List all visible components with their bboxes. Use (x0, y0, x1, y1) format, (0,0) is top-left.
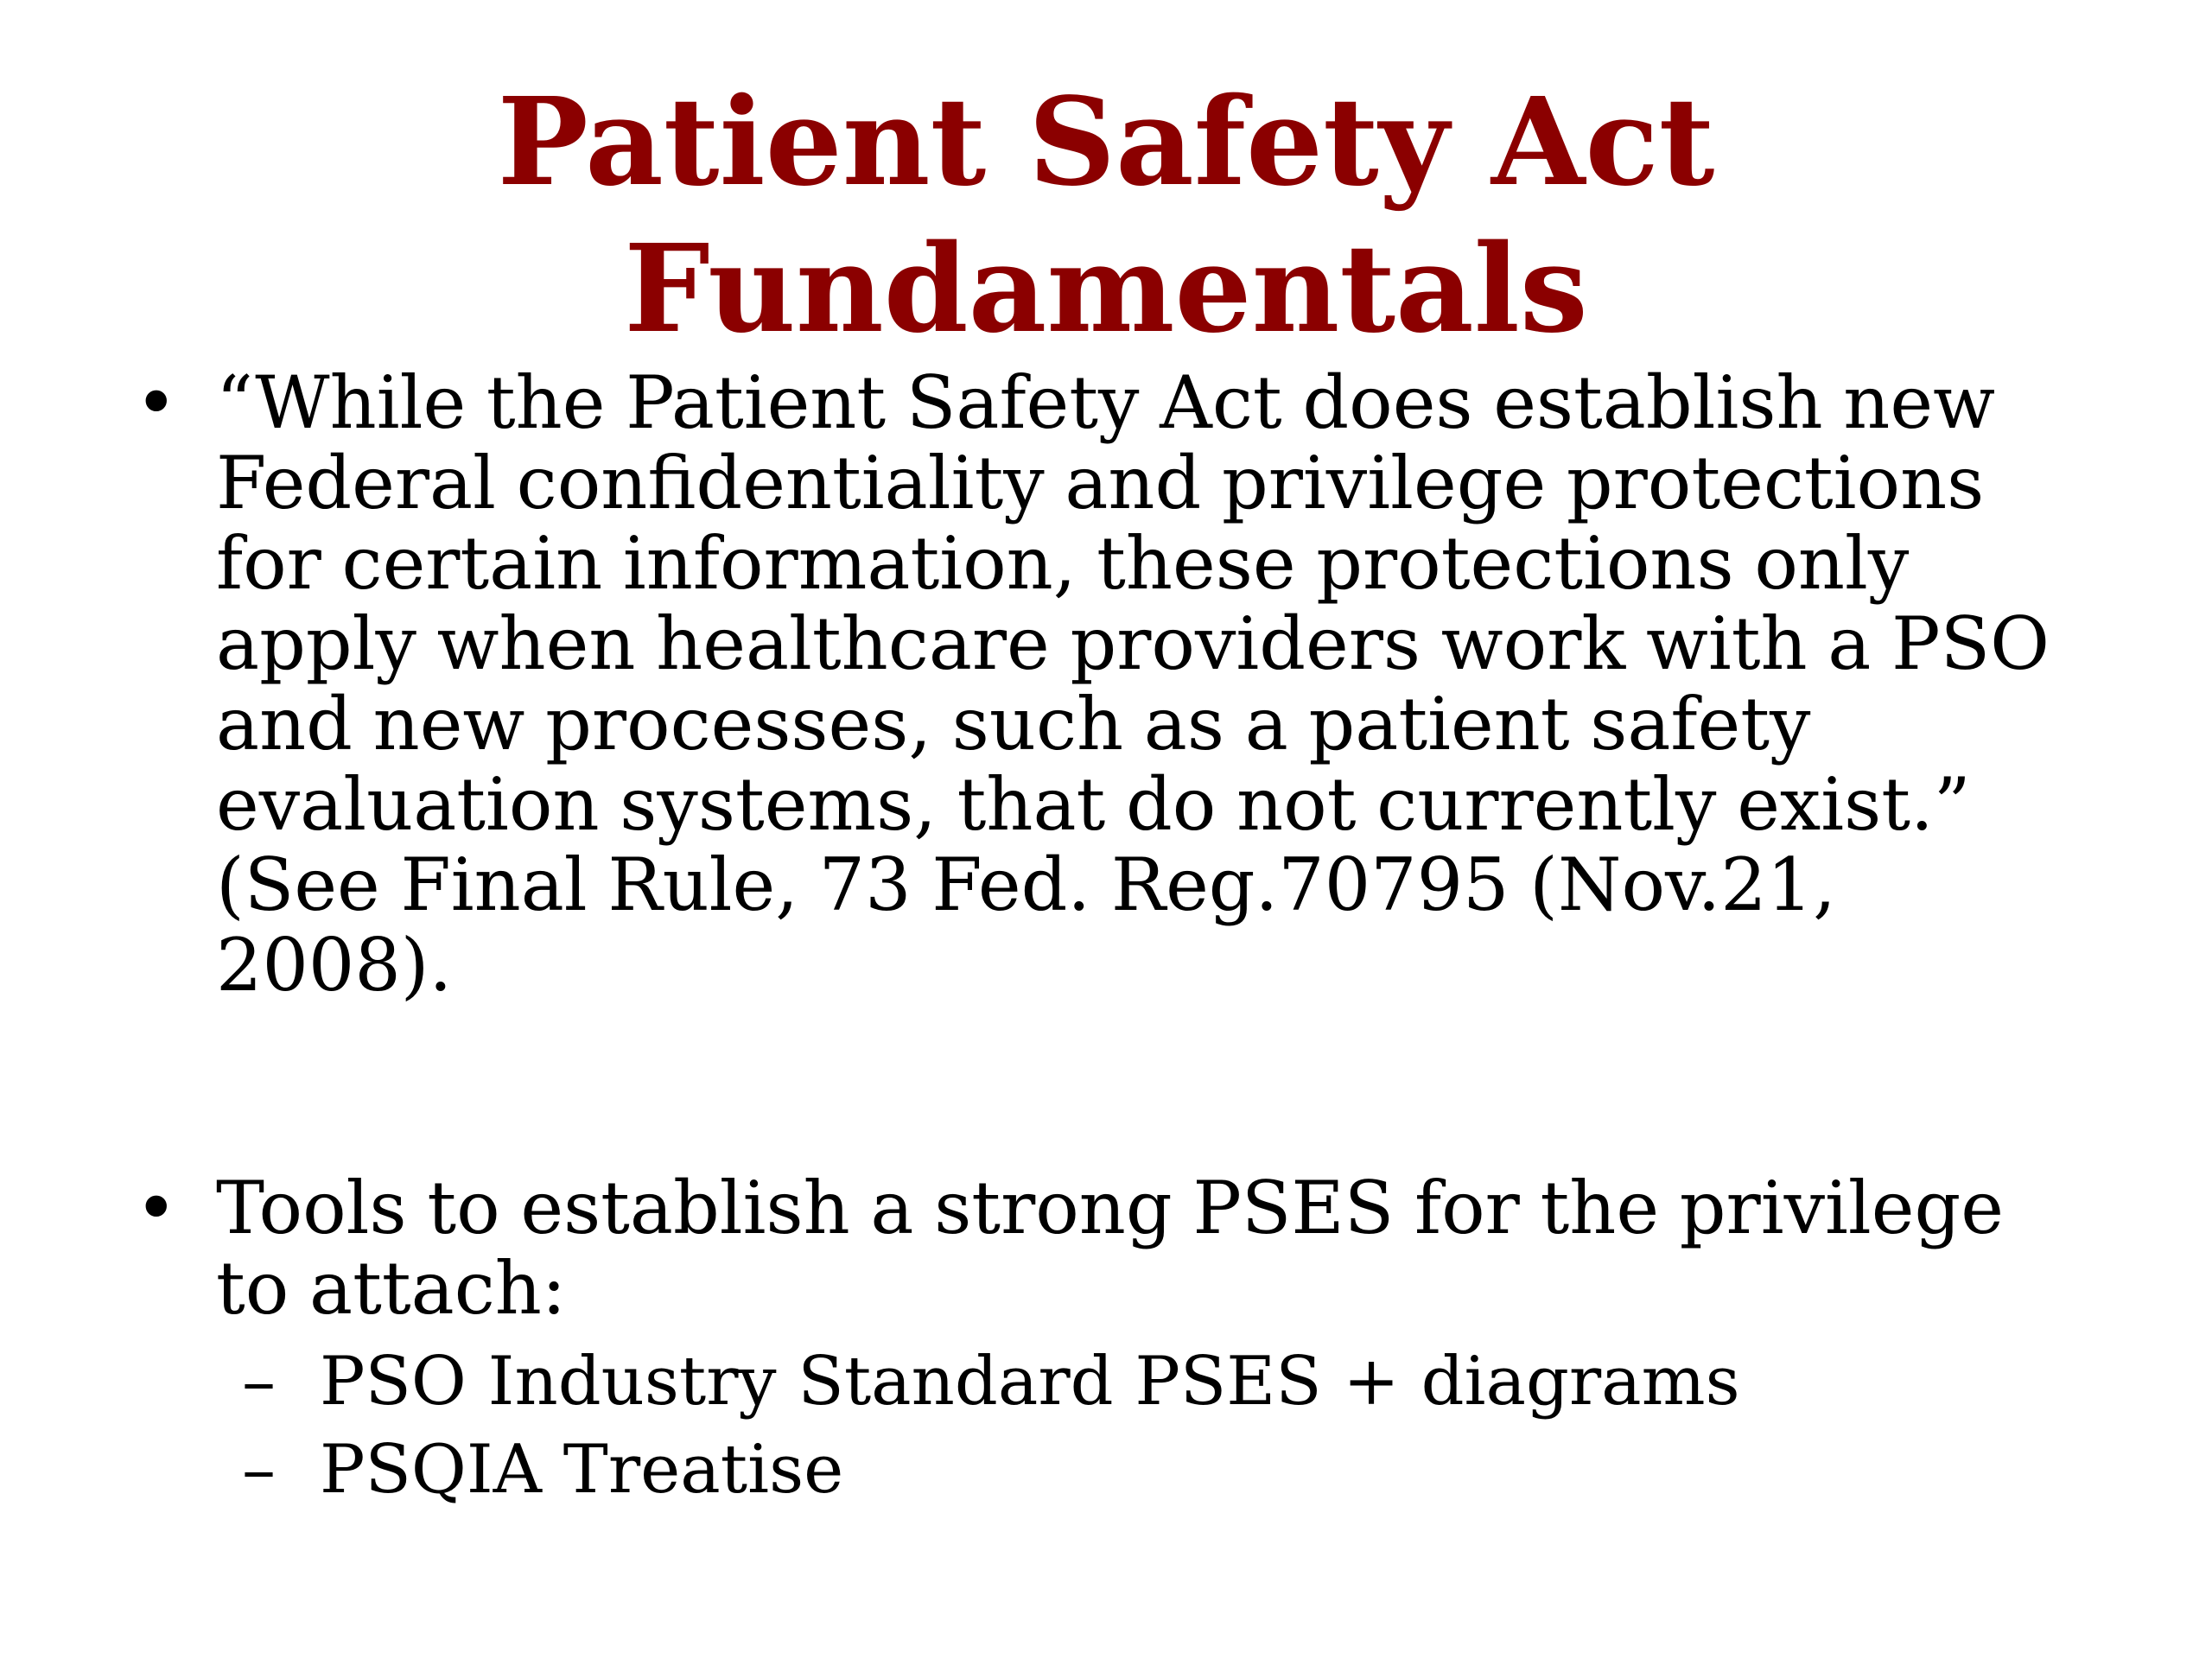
slide-title-line-1: Patient Safety Act (497, 72, 1715, 213)
bullet-line: and new processes, such as a patient safety (216, 682, 1811, 766)
bullet-line: Tools to establish a strong PSES for the privilege (216, 1166, 2004, 1250)
dash-icon: – (242, 1343, 276, 1421)
bullet-item-tools (121, 1168, 2108, 1329)
bullet-line: Federal confidentiality and privilege protections (216, 441, 1985, 525)
bullet-line: (See Final Rule, 73 Fed. Reg.70795 (Nov.21, (216, 842, 1836, 927)
bullet-line: “While the Patient Safety Act does establish new (216, 360, 1995, 445)
slide-body (121, 360, 2108, 1514)
bullet-line: evaluation systems, that do not currently exist.” (216, 762, 1971, 847)
sub-bullet-list (121, 1338, 2108, 1514)
bullet-dot-icon: • (135, 360, 178, 445)
bullet-dot-icon: • (135, 1166, 178, 1250)
sub-bullet-text: PSO Industry Standard PSES + diagrams (320, 1343, 1740, 1421)
bullet-line: for certain information, these protections only (216, 521, 1910, 606)
bullet-item-quote (121, 360, 2108, 1007)
sub-bullet-item-treatise (121, 1426, 2108, 1514)
sub-bullet-text: PSQIA Treatise (320, 1431, 844, 1509)
slide-title-line-2: Fundamentals (624, 219, 1588, 360)
sub-bullet-item-pses (121, 1338, 2108, 1426)
bullet-line: to attach: (216, 1246, 567, 1331)
slide-title (0, 69, 2212, 363)
bullet-line: apply when healthcare providers work with a PSO (216, 601, 2050, 686)
bullet-line: 2008). (216, 923, 453, 1007)
dash-icon: – (242, 1431, 276, 1509)
